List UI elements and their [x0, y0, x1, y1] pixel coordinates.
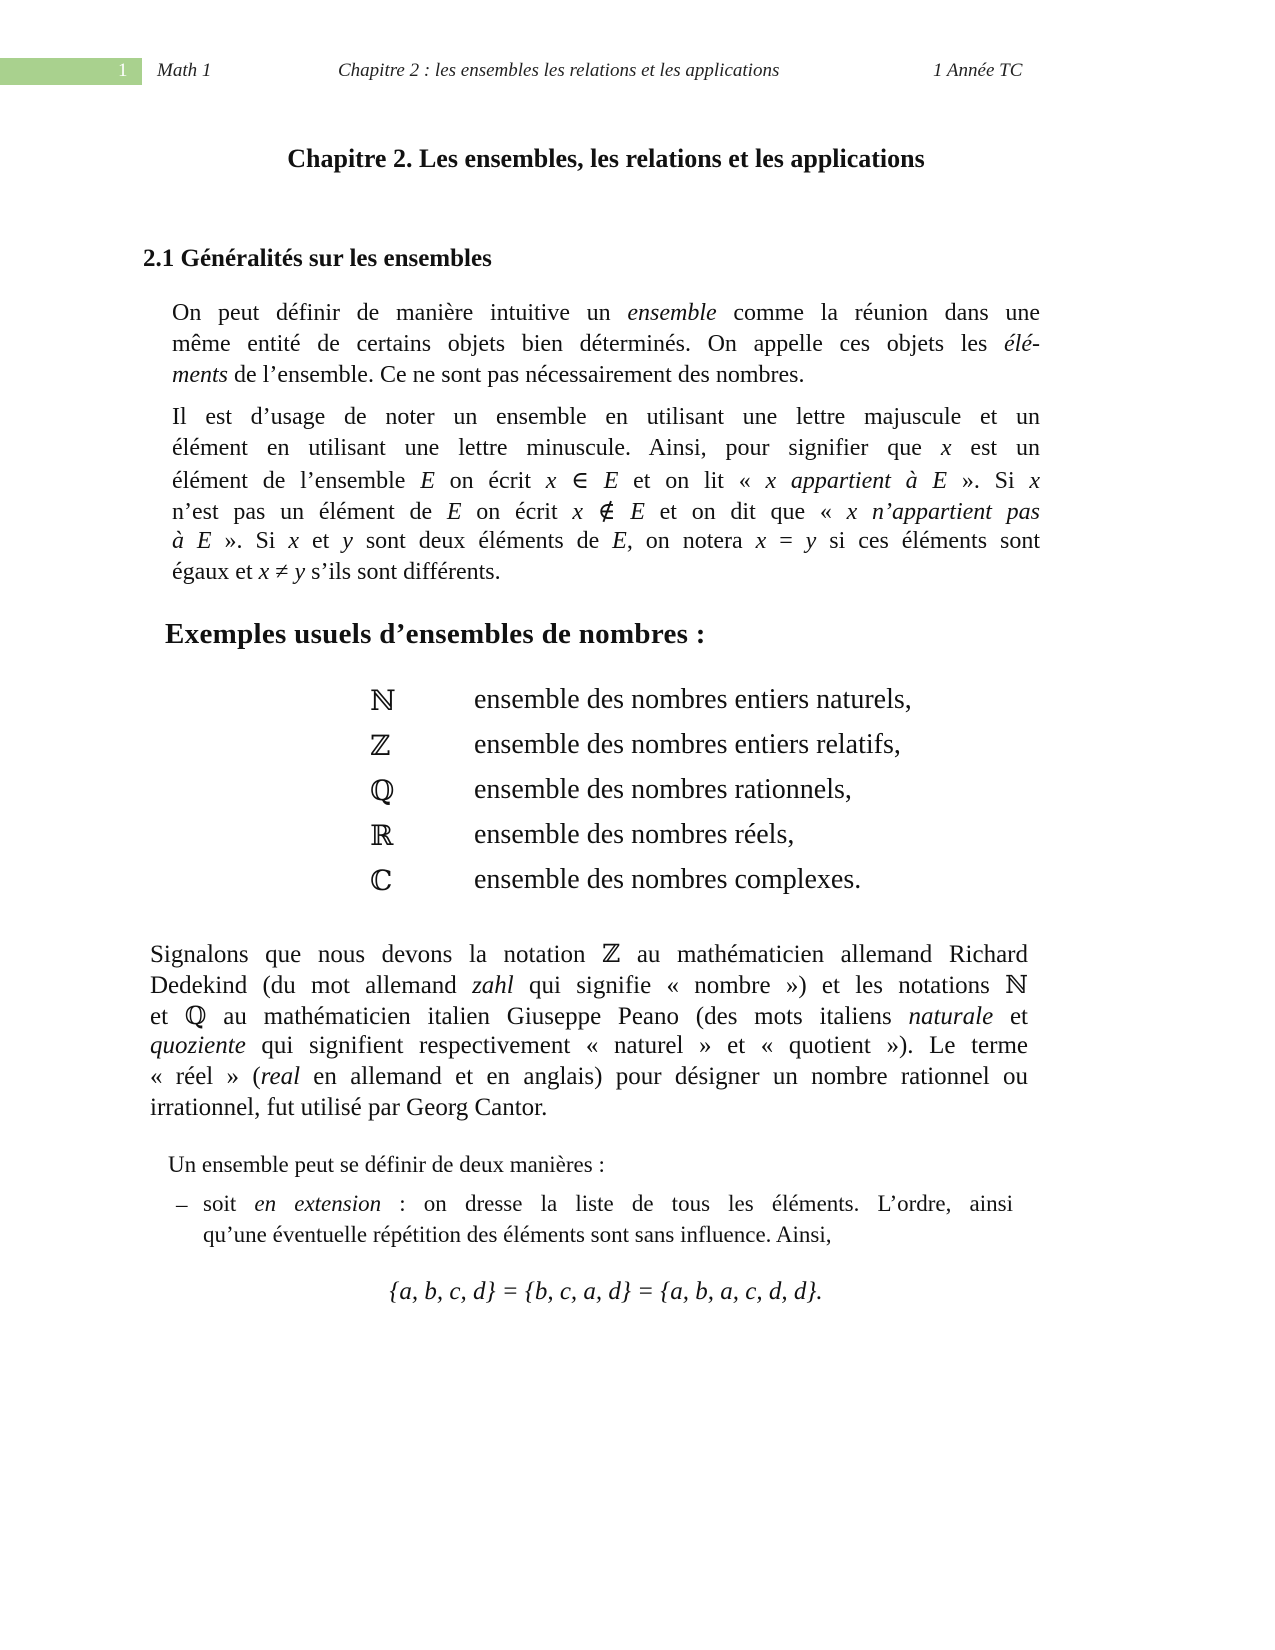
- text-run: ∉: [583, 499, 631, 525]
- text-run: ≠: [269, 559, 295, 585]
- text-run: et ℚ au mathématicien italien Giuseppe Peano (des mots italiens: [150, 1003, 909, 1030]
- text-run: =: [766, 528, 806, 554]
- header-chapter: Chapitre 2 : les ensembles les relations et les applications: [338, 60, 780, 81]
- bullet-dash: –: [176, 1192, 188, 1217]
- text-run: même entité de certains objets bien déterminés. On appelle ces objets les: [172, 331, 1005, 357]
- example-text: ensemble des nombres réels,: [474, 819, 795, 850]
- text-run: qui signifie « nombre ») et les notations ℕ: [513, 972, 1028, 999]
- text-run: comme la réunion dans une: [716, 300, 1040, 326]
- italic-text: ments: [172, 362, 228, 388]
- text-run: qu’une éventuelle répétition des éléments sont sans influence. Ainsi,: [203, 1222, 832, 1247]
- italic-text: y: [342, 528, 353, 554]
- italic-text: y: [805, 528, 817, 554]
- text-line: [150, 1001, 1028, 1031]
- text-line: [150, 1063, 1028, 1093]
- text-run: ». Si: [211, 528, 289, 554]
- text-run: Il est d’usage de noter un ensemble en utilisant une lettre majuscule et un: [172, 404, 1040, 430]
- italic-text: zahl: [472, 972, 514, 999]
- italic-text: E: [612, 528, 627, 554]
- text-run: égaux et: [172, 559, 259, 585]
- italic-text: x: [258, 559, 270, 585]
- header-year: 1 Année TC: [933, 60, 1023, 81]
- chapter-title: Chapitre 2. Les ensembles, les relations et les applications: [287, 144, 925, 173]
- text-run: de l’ensemble. Ce ne sont pas nécessairement des nombres.: [228, 362, 805, 388]
- page-number: 1: [118, 60, 128, 81]
- text-line: [172, 362, 1040, 391]
- text-line: [150, 1094, 1028, 1124]
- examples-heading: Exemples usuels d’ensembles de nombres :: [165, 618, 706, 650]
- text-run: irrationnel, fut utilisé par Georg Cantor.: [150, 1094, 548, 1121]
- example-text: ensemble des nombres entiers naturels,: [474, 684, 912, 715]
- text-run: s’ils sont différents.: [305, 559, 501, 585]
- text-run: , on notera: [626, 528, 756, 554]
- text-run: n’est pas un élément de: [172, 499, 447, 525]
- text-run: en allemand et en anglais) pour désigner un nombre rationnel ou: [300, 1063, 1028, 1090]
- text-run: Dedekind (du mot allemand: [150, 972, 473, 999]
- definition-intro: Un ensemble peut se définir de deux manières :: [168, 1152, 605, 1177]
- text-run: « réel » (: [150, 1063, 261, 1090]
- text-line: [172, 497, 1040, 526]
- text-run: ». Si: [947, 468, 1030, 494]
- header-course: Math 1: [157, 60, 212, 81]
- italic-text: real: [260, 1063, 301, 1090]
- example-text: ensemble des nombres rationnels,: [474, 774, 852, 805]
- text-run: soit: [203, 1191, 255, 1216]
- italic-text: x: [755, 528, 767, 554]
- italic-text: x: [545, 468, 557, 494]
- italic-text: ensemble: [627, 300, 717, 326]
- text-run: si ces éléments sont: [816, 528, 1041, 554]
- italic-text: x: [940, 435, 952, 461]
- text-line: [203, 1191, 1013, 1219]
- text-line: [203, 1222, 1013, 1250]
- text-line: [172, 528, 1040, 557]
- text-run: élément en utilisant une lettre minuscule. Ainsi, pour signifier que: [172, 435, 941, 461]
- italic-text: quoziente: [150, 1032, 246, 1059]
- text-line: [172, 466, 1040, 495]
- italic-text: x: [572, 499, 584, 525]
- text-run: on écrit: [434, 468, 546, 494]
- italic-text: x appartient à E: [765, 468, 948, 494]
- example-text: ensemble des nombres entiers relatifs,: [474, 729, 901, 760]
- text-run: On peut définir de manière intuitive un: [172, 300, 628, 326]
- italic-text: x n’appartient pas: [846, 499, 1041, 525]
- example-symbol: ℚ: [370, 774, 395, 807]
- text-line: [172, 435, 1040, 464]
- italic-text: en extension: [254, 1191, 382, 1216]
- section-heading: 2.1 Généralités sur les ensembles: [143, 245, 492, 272]
- example-symbol: ℂ: [370, 864, 393, 897]
- italic-text: à E: [172, 528, 212, 554]
- text-line: [150, 1032, 1028, 1062]
- text-line: [150, 939, 1028, 969]
- text-line: [172, 559, 1040, 588]
- formula-extension: {a, b, c, d} = {b, c, a, d} = {a, b, a, c, d, d}.: [389, 1278, 823, 1305]
- text-run: sont deux éléments de: [352, 528, 613, 554]
- italic-text: E: [630, 499, 645, 525]
- italic-text: E: [603, 468, 619, 494]
- text-run: et on lit «: [618, 468, 766, 494]
- example-symbol: ℝ: [370, 819, 394, 852]
- italic-text: y: [294, 559, 306, 585]
- text-run: et: [299, 528, 343, 554]
- text-run: et: [993, 1003, 1028, 1030]
- example-symbol: ℕ: [370, 684, 396, 717]
- text-line: [172, 404, 1040, 433]
- text-run: : on dresse la liste de tous les éléments. L’ordre, ainsi: [381, 1191, 1013, 1216]
- italic-text: E: [446, 499, 462, 525]
- text-line: [172, 300, 1040, 329]
- text-run: on écrit: [461, 499, 573, 525]
- text-run: et on dit que «: [644, 499, 847, 525]
- text-run: qui signifient respectivement « naturel » et « quotient »). Le terme: [245, 1032, 1028, 1059]
- example-text: ensemble des nombres complexes.: [474, 864, 862, 895]
- italic-text: élé-: [1004, 331, 1040, 357]
- italic-text: E: [420, 468, 435, 494]
- text-line: [150, 970, 1028, 1000]
- example-symbol: ℤ: [370, 729, 391, 762]
- text-run: Signalons que nous devons la notation ℤ au mathématicien allemand Richard: [150, 941, 1028, 968]
- italic-text: x: [1029, 468, 1041, 494]
- italic-text: x: [288, 528, 300, 554]
- text-run: est un: [951, 435, 1040, 461]
- text-run: ∈: [556, 468, 604, 494]
- italic-text: naturale: [908, 1003, 994, 1030]
- text-line: [172, 331, 1040, 360]
- text-run: élément de l’ensemble: [172, 468, 421, 494]
